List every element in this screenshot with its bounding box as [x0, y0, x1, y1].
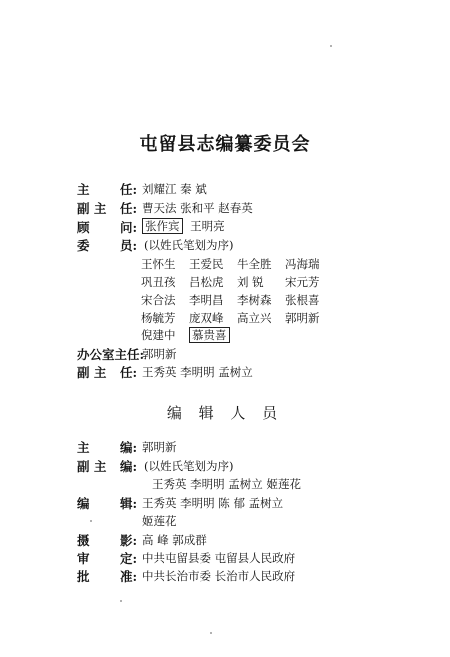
member-name: 王怀生 — [141, 257, 176, 271]
members-row-1 — [141, 256, 320, 272]
approve-names: 中共长治市委 长治市人民政府 — [142, 569, 296, 583]
vice-chief-names: 曹天法 张和平 赵春英 — [142, 201, 253, 215]
member-name: 刘 锐 — [237, 275, 264, 289]
vice-editor-label: 副 主 — [77, 459, 107, 474]
member-boxed-name: 慕贵喜 — [189, 327, 230, 343]
chief-label-suffix: 任: — [120, 182, 138, 197]
approve-label-suffix: 准: — [120, 569, 138, 584]
member-name: 宋元芳 — [285, 275, 320, 289]
photo-label-suffix: 影: — [120, 533, 138, 548]
advisor-label-suffix: 问: — [120, 220, 138, 235]
member-name: 巩丑孩 — [141, 275, 176, 289]
review-label-suffix: 定: — [120, 551, 138, 566]
members-row-4 — [141, 310, 320, 326]
members-note: (以姓氏笔划为序) — [144, 238, 234, 252]
members-label: 委 — [77, 238, 90, 253]
editing-names-cont: 姬莲花 — [142, 514, 177, 528]
editing-label: 编 — [77, 496, 90, 511]
member-name: 郭明新 — [285, 311, 320, 325]
chief-names: 刘耀江 秦 斌 — [142, 182, 207, 196]
office-head-names: 郭明新 — [142, 347, 177, 361]
scan-speck — [90, 520, 92, 522]
advisor-label: 顾 — [77, 220, 90, 235]
approve-label: 批 — [77, 569, 90, 584]
vice-chief-label-suffix: 任: — [120, 201, 138, 216]
editors-title: 编 辑 人 员 — [166, 404, 284, 422]
advisor-boxed-name: 张作宾 — [142, 218, 183, 234]
office-head-label: 办公室主任: — [77, 347, 145, 362]
vice-editor-label-suffix: 编: — [120, 459, 138, 474]
chief-label: 主 — [77, 182, 90, 197]
member-name: 高立兴 — [237, 311, 272, 325]
scan-speck — [210, 632, 212, 634]
vice-chief-label: 副 主 — [77, 201, 107, 216]
photo-label: 摄 — [77, 533, 90, 548]
member-name: 吕松虎 — [189, 275, 224, 289]
advisor-names — [142, 218, 225, 234]
office-vice-label: 副 主 — [77, 365, 107, 380]
office-vice-names: 王秀英 李明明 孟树立 — [142, 365, 253, 379]
editing-names: 王秀英 李明明 陈 郁 孟树立 — [142, 496, 284, 510]
members-row-2 — [141, 274, 320, 290]
chief-editor-names: 郭明新 — [142, 440, 177, 454]
member-name: 牛全胜 — [237, 257, 272, 271]
advisor-other-name: 王明亮 — [190, 219, 225, 233]
members-label-suffix: 员: — [120, 238, 138, 253]
scan-speck — [330, 45, 332, 47]
member-name: 冯海瑞 — [285, 257, 320, 271]
member-name: 李明昌 — [189, 293, 224, 307]
member-name: 杨毓芳 — [141, 311, 176, 325]
chief-editor-label-suffix: 编: — [120, 440, 138, 455]
office-vice-label-suffix: 任: — [120, 365, 138, 380]
member-name: 庞双峰 — [189, 311, 224, 325]
member-name: 倪建中 — [141, 328, 176, 342]
page-title: 屯留县志编纂委员会 — [139, 134, 311, 155]
editing-label-suffix: 辑: — [120, 496, 138, 511]
members-row-3 — [141, 292, 320, 308]
member-name: 宋合法 — [141, 293, 176, 307]
vice-editor-note: (以姓氏笔划为序) — [144, 459, 234, 473]
member-name: 王爱民 — [189, 257, 224, 271]
review-label: 审 — [77, 551, 90, 566]
member-name: 张根喜 — [285, 293, 320, 307]
photo-names: 高 峰 郭成群 — [142, 533, 207, 547]
scan-speck — [120, 600, 122, 602]
chief-editor-label: 主 — [77, 440, 90, 455]
member-name: 李树森 — [237, 293, 272, 307]
vice-editor-names: 王秀英 李明明 孟树立 姬莲花 — [152, 477, 301, 491]
review-names: 中共屯留县委 屯留县人民政府 — [142, 551, 296, 565]
members-row-5 — [141, 327, 230, 343]
